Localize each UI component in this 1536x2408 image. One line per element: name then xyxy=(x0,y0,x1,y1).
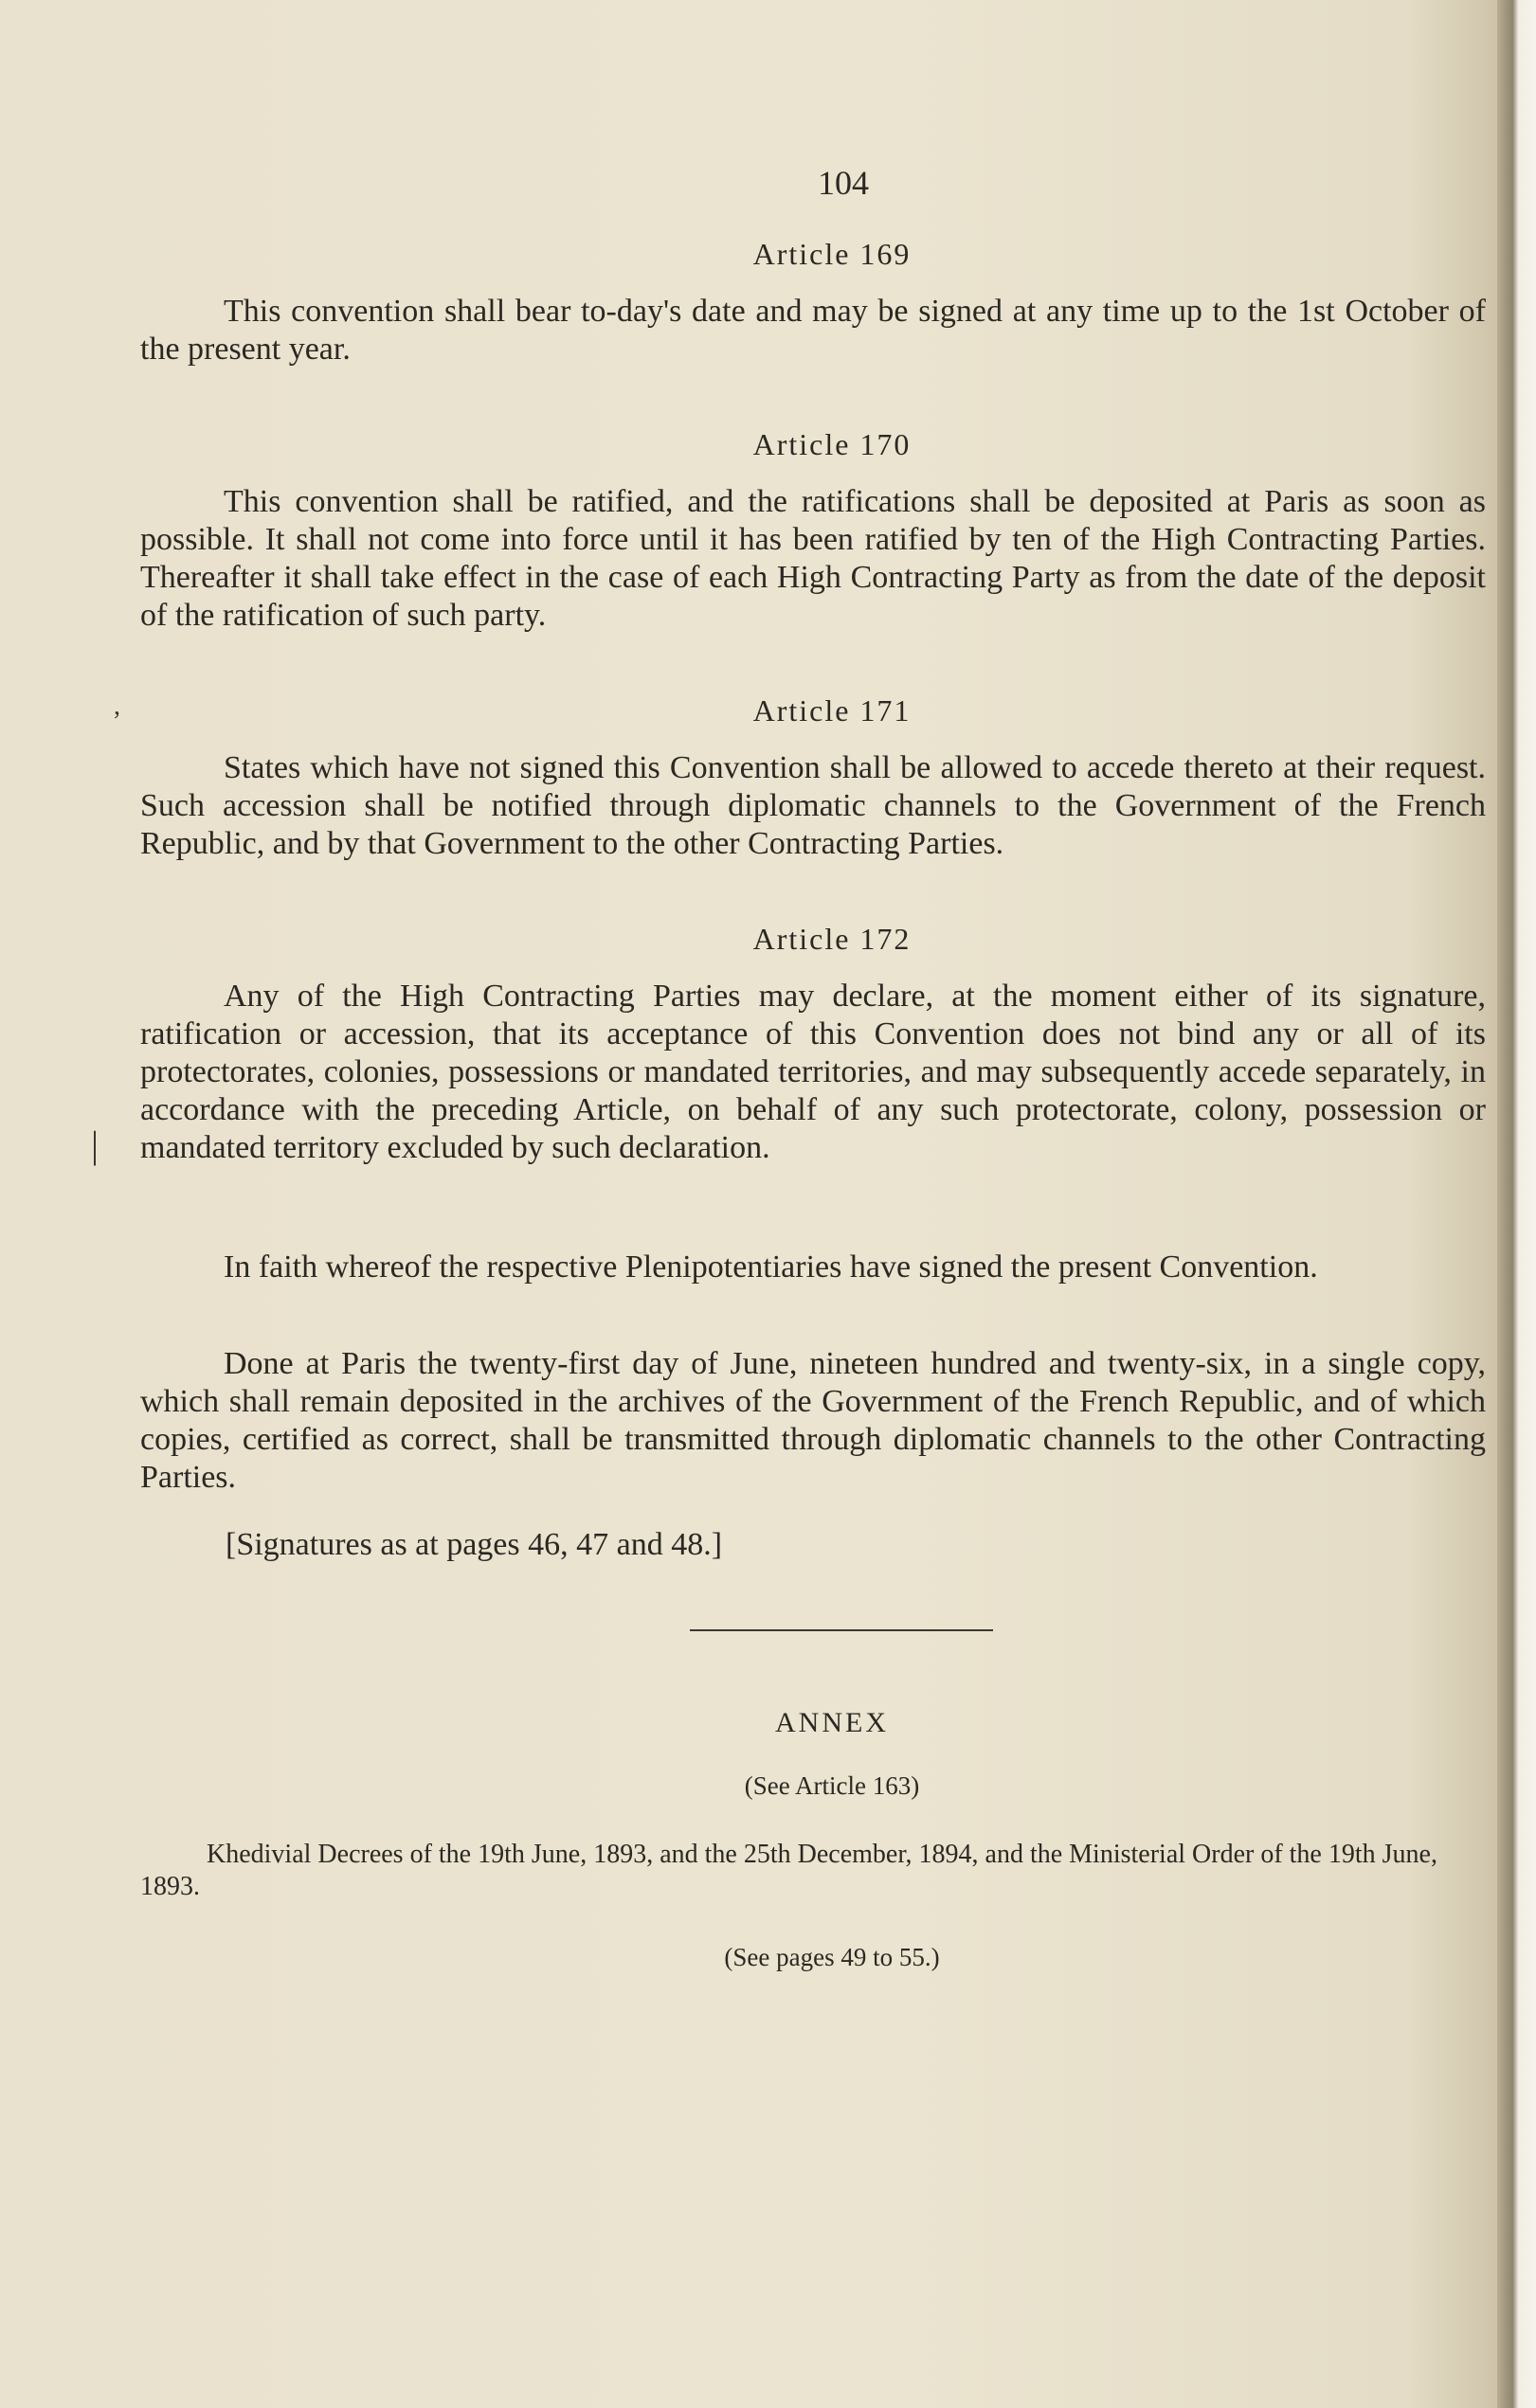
page-number: 104 xyxy=(818,164,869,202)
annex-text: Khedivial Decrees of the 19th June, 1893, and the 25th December, 1894, and the Ministerial Order of the 19th June, 1893. xyxy=(140,1840,1437,1901)
article-heading: Article 170 xyxy=(752,427,912,461)
article-text: Any of the High Contracting Parties may declare, at the moment either of its signature, ratification or accession, that its acceptance of this Convention does not bind any or all of its protectorates, colonies, possessions or mandated territories, and may subsequently accede separately, in accordance with the preceding Article, on behalf of any such protectorate, colony, possession or mandated territory excluded by such declaration. xyxy=(140,979,1486,1165)
annex-title: ANNEX xyxy=(775,1707,889,1738)
margin-mark: | xyxy=(91,1123,99,1166)
article-heading: Article 172 xyxy=(752,922,912,956)
article-text: This convention shall bear to-day's date and may be signed at any time up to the 1st October of the present year. xyxy=(140,294,1486,367)
section-divider xyxy=(690,1629,993,1631)
signatures-note: [Signatures as at pages 46, 47 and 48.] xyxy=(226,1527,723,1562)
page-content xyxy=(140,237,1486,1972)
annex-reference: (See Article 163) xyxy=(744,1771,920,1800)
annex-pages-reference: (See pages 49 to 55.) xyxy=(724,1943,940,1971)
margin-mark: , xyxy=(114,692,120,721)
closing-done: Done at Paris the twenty-first day of June, nineteen hundred and twenty-six, in a single copy, which shall remain deposited in the archives of the Government of the French Republic, and of which copies, certified as correct, shall be transmitted through diplomatic channels to the other Contracting Parties. xyxy=(140,1346,1486,1495)
article-text: This convention shall be ratified, and the ratifications shall be deposited at Paris as soon as possible. It shall not come into force until it has been ratified by ten of the High Contracting Parties. Thereafter it shall take effect in the case of each High Contracting Party as from the date of the deposit of the ratification of such party. xyxy=(140,484,1486,633)
book-gutter xyxy=(1497,0,1536,2408)
closing-faith: In faith whereof the respective Plenipotentiaries have signed the present Convention. xyxy=(224,1249,1318,1285)
article-text: States which have not signed this Convention shall be allowed to accede thereto at their request. Such accession shall be notified through diplomatic channels to the Government of the French Republic, and by that Government to the other Contracting Parties. xyxy=(140,750,1486,861)
article-heading: Article 171 xyxy=(752,693,912,728)
article-heading: Article 169 xyxy=(752,237,912,271)
